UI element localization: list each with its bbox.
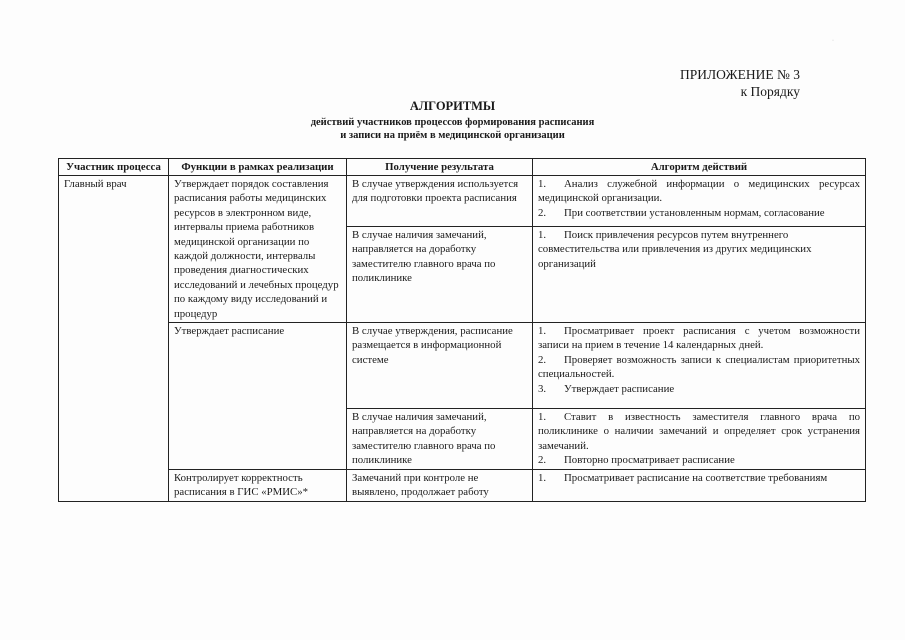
header-participant: Участник процесса (59, 159, 169, 176)
header-functions: Функции в рамках реализации (169, 159, 347, 176)
algorithm-step: 1. Анализ служебной информации о медицинских ресурсах медицинской организации. (538, 178, 860, 205)
algorithm-step: 2. При соответствии установленным нормам, согласование (538, 206, 825, 219)
result-cell: В случае наличия замечаний, направляется на доработку заместителю главного врача по поликлинике (347, 409, 533, 470)
subtitle-line-2: и записи на приём в медицинской организации (340, 130, 565, 141)
algorithm-cell (533, 323, 866, 409)
participant-cell: Главный врач (59, 176, 169, 502)
algorithm-step: 3. Утверждает расписание (538, 382, 675, 395)
table-row (59, 176, 866, 227)
algorithm-cell (533, 176, 866, 227)
subtitle-line-1: действий участников процессов формирования расписания (310, 117, 595, 128)
document-subtitle (0, 116, 905, 142)
result-cell: В случае наличия замечаний, направляется на доработку заместителю главного врача по поликлинике (347, 227, 533, 323)
result-cell: В случае утверждения, расписание размещается в информационной системе (347, 323, 533, 409)
table-header-row (59, 159, 866, 176)
result-cell: В случае утверждения используется для подготовки проекта расписания (347, 176, 533, 227)
algorithm-cell (533, 227, 866, 323)
table-row (59, 469, 866, 501)
function-cell: Контролирует корректность расписания в ГИС «РМИС»* (169, 469, 347, 501)
appendix-reference: к Порядку (740, 84, 800, 99)
function-cell: Утверждает порядок составления расписания работы медицинских ресурсов в электронном виде, интервалы приема работников медицинской организации по каждой должности, интервалы проведения диагностических исследований и лечебных процедур по каждому виду исследований и процедур (169, 176, 347, 323)
result-cell: Замечаний при контроле не выявлено, продолжает работу (347, 469, 533, 501)
header-algorithm: Алгоритм действий (533, 159, 866, 176)
appendix-header (680, 66, 800, 100)
algorithm-step: 1. Поиск привлечения ресурсов путем внутреннего совместительства или привлечения из других медицинских организаций (538, 229, 812, 270)
algorithm-step: 2. Повторно просматривает расписание (538, 454, 735, 467)
table-row (59, 323, 866, 409)
algorithm-step: 1. Ставит в известность заместителя главного врача по поликлинике о наличии замечаний и определяет срок устранения замечаний. (538, 411, 860, 452)
algorithm-step: 1. Просматривает проект расписания с учетом возможности записи на прием в течение 14 календарных дней. (538, 325, 860, 352)
scan-speck: · (832, 38, 834, 44)
header-result: Получение результата (347, 159, 533, 176)
algorithms-table (58, 158, 866, 502)
function-cell: Утверждает расписание (169, 323, 347, 470)
algorithm-step: 2. Проверяет возможность записи к специалистам приоритетных специальностей. (538, 353, 860, 381)
algorithm-cell (533, 469, 866, 501)
document-title: АЛГОРИТМЫ (409, 99, 496, 113)
appendix-title: ПРИЛОЖЕНИЕ № 3 (679, 67, 800, 82)
algorithm-step: 1. Просматривает расписание на соответствие требованиям (538, 471, 828, 484)
algorithm-cell (533, 409, 866, 470)
